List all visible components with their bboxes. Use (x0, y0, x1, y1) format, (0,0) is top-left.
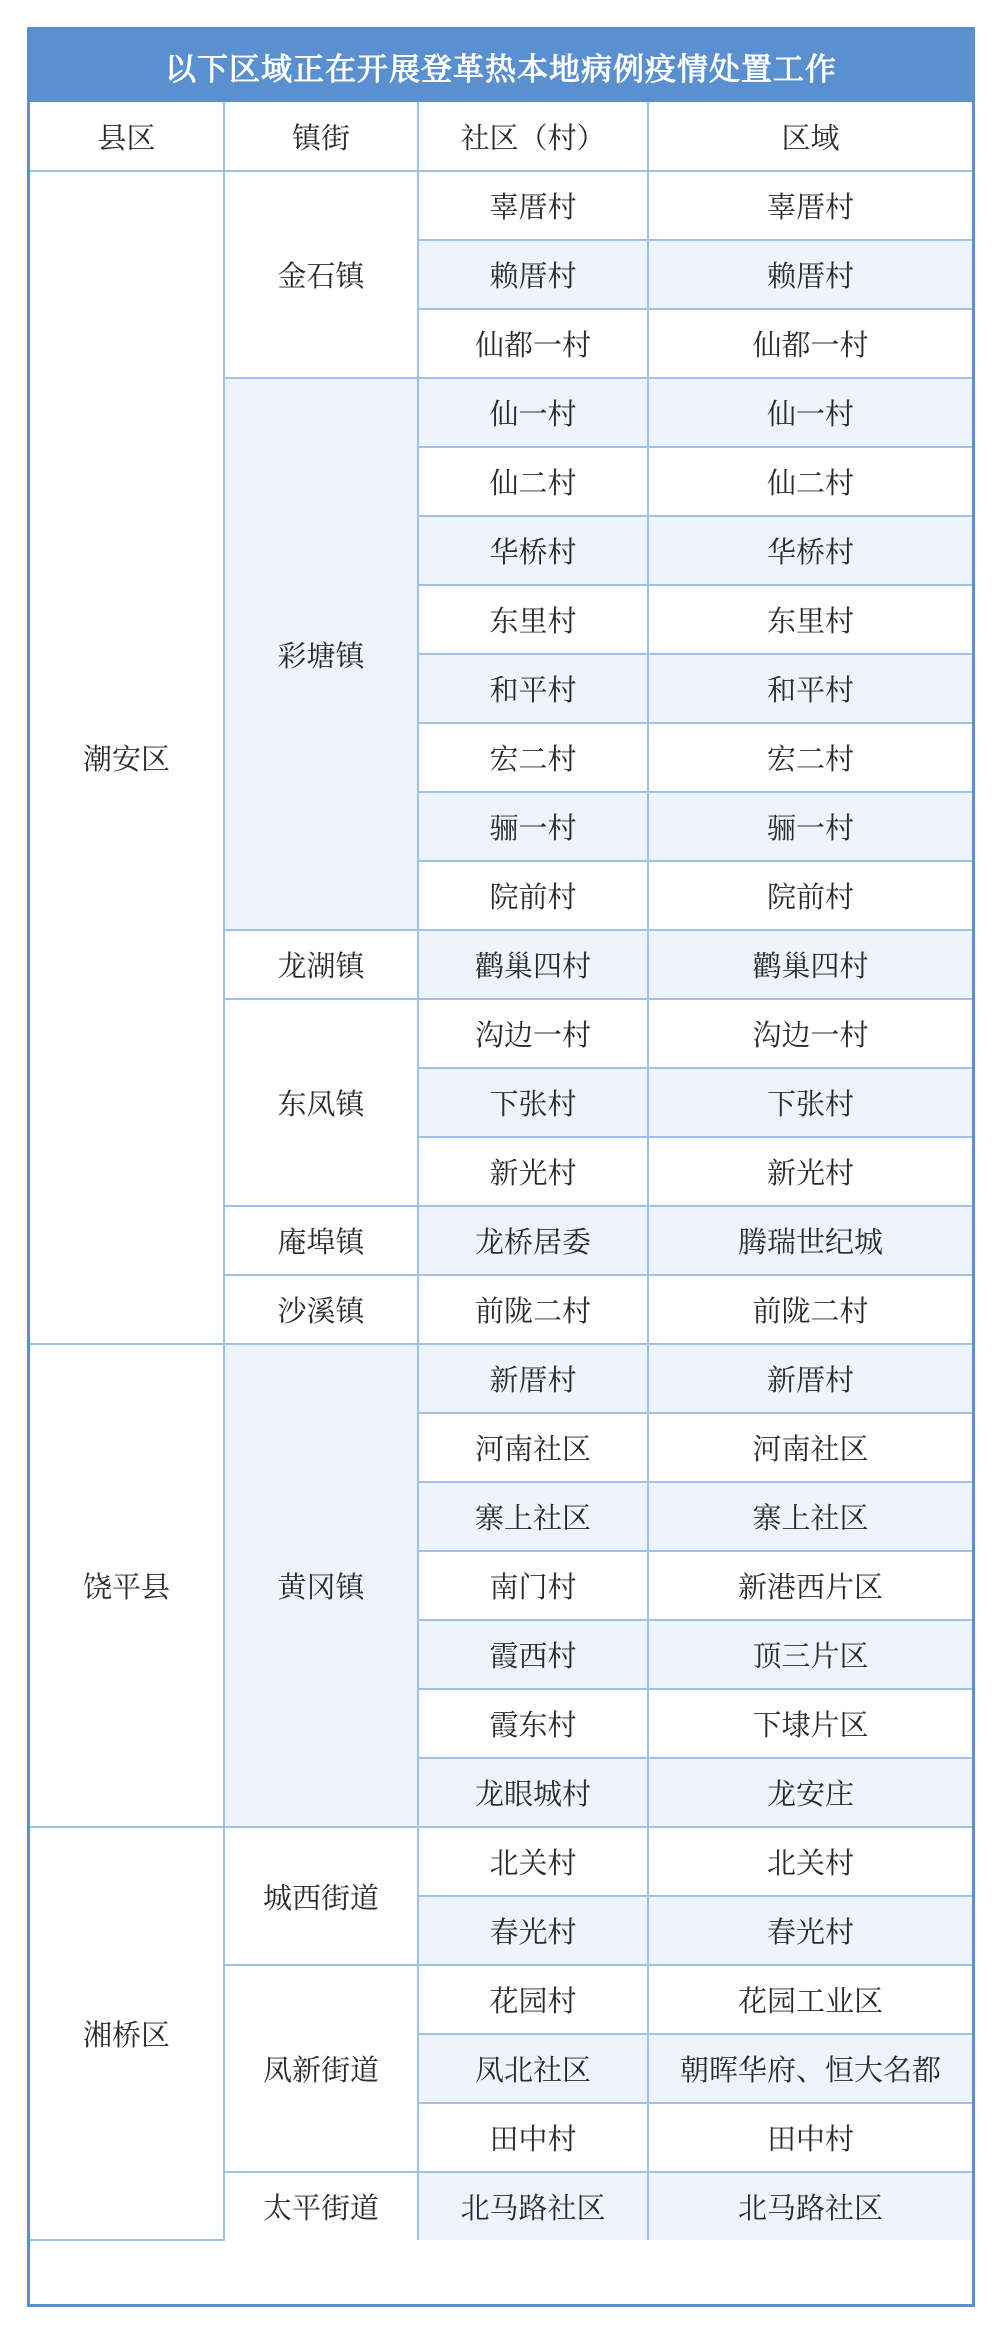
table-row (30, 1344, 972, 1413)
area-cell: 田中村 (648, 2103, 972, 2172)
community-cell: 和平村 (418, 654, 648, 723)
community-cell: 骊一村 (418, 792, 648, 861)
community-cell: 龙眼城村 (418, 1758, 648, 1827)
community-cell: 辜厝村 (418, 171, 648, 240)
community-cell: 下张村 (418, 1068, 648, 1137)
community-cell: 龙桥居委 (418, 1206, 648, 1275)
area-cell: 沟边一村 (648, 999, 972, 1068)
area-cell: 宏二村 (648, 723, 972, 792)
community-cell: 院前村 (418, 861, 648, 930)
table-row (30, 1827, 972, 1896)
town-cell: 沙溪镇 (224, 1275, 418, 1344)
community-cell: 凤北社区 (418, 2034, 648, 2103)
epidemic-area-table (27, 27, 975, 2307)
town-cell: 庵埠镇 (224, 1206, 418, 1275)
county-cell: 湘桥区 (30, 1827, 224, 2240)
table-row (30, 171, 972, 240)
community-cell: 田中村 (418, 2103, 648, 2172)
town-cell: 金石镇 (224, 171, 418, 378)
community-cell: 仙一村 (418, 378, 648, 447)
community-cell: 河南社区 (418, 1413, 648, 1482)
area-cell: 腾瑞世纪城 (648, 1206, 972, 1275)
community-cell: 花园村 (418, 1965, 648, 2034)
area-cell: 下埭片区 (648, 1689, 972, 1758)
area-cell: 院前村 (648, 861, 972, 930)
area-cell: 春光村 (648, 1896, 972, 1965)
community-cell: 赖厝村 (418, 240, 648, 309)
town-cell: 黄冈镇 (224, 1344, 418, 1827)
area-cell: 北马路社区 (648, 2172, 972, 2240)
town-cell: 凤新街道 (224, 1965, 418, 2172)
community-cell: 宏二村 (418, 723, 648, 792)
community-cell: 新厝村 (418, 1344, 648, 1413)
area-cell: 仙二村 (648, 447, 972, 516)
area-cell: 朝晖华府、恒大名都 (648, 2034, 972, 2103)
town-cell: 太平街道 (224, 2172, 418, 2240)
community-cell: 春光村 (418, 1896, 648, 1965)
area-cell: 前陇二村 (648, 1275, 972, 1344)
community-cell: 北马路社区 (418, 2172, 648, 2240)
community-cell: 寨上社区 (418, 1482, 648, 1551)
header-row (30, 102, 972, 171)
header-community: 社区（村） (418, 102, 648, 171)
area-cell: 新厝村 (648, 1344, 972, 1413)
area-cell: 新港西片区 (648, 1551, 972, 1620)
area-cell: 华桥村 (648, 516, 972, 585)
area-cell: 仙一村 (648, 378, 972, 447)
town-cell: 东凤镇 (224, 999, 418, 1206)
area-grid (30, 102, 972, 2241)
community-cell: 前陇二村 (418, 1275, 648, 1344)
area-cell: 龙安庄 (648, 1758, 972, 1827)
community-cell: 仙都一村 (418, 309, 648, 378)
area-cell: 鹳巢四村 (648, 930, 972, 999)
community-cell: 霞东村 (418, 1689, 648, 1758)
area-cell: 顶三片区 (648, 1620, 972, 1689)
community-cell: 华桥村 (418, 516, 648, 585)
header-county: 县区 (30, 102, 224, 171)
header-town: 镇街 (224, 102, 418, 171)
area-cell: 北关村 (648, 1827, 972, 1896)
community-cell: 北关村 (418, 1827, 648, 1896)
area-cell: 赖厝村 (648, 240, 972, 309)
community-cell: 仙二村 (418, 447, 648, 516)
area-cell: 寨上社区 (648, 1482, 972, 1551)
area-cell: 骊一村 (648, 792, 972, 861)
area-cell: 辜厝村 (648, 171, 972, 240)
community-cell: 新光村 (418, 1137, 648, 1206)
town-cell: 城西街道 (224, 1827, 418, 1965)
community-cell: 南门村 (418, 1551, 648, 1620)
community-cell: 鹳巢四村 (418, 930, 648, 999)
area-cell: 花园工业区 (648, 1965, 972, 2034)
area-cell: 东里村 (648, 585, 972, 654)
area-cell: 和平村 (648, 654, 972, 723)
header-area: 区域 (648, 102, 972, 171)
community-cell: 霞西村 (418, 1620, 648, 1689)
community-cell: 沟边一村 (418, 999, 648, 1068)
town-cell: 彩塘镇 (224, 378, 418, 930)
community-cell: 东里村 (418, 585, 648, 654)
area-cell: 仙都一村 (648, 309, 972, 378)
county-cell: 潮安区 (30, 171, 224, 1344)
county-cell: 饶平县 (30, 1344, 224, 1827)
table-title: 以下区域正在开展登革热本地病例疫情处置工作 (30, 30, 972, 102)
area-cell: 新光村 (648, 1137, 972, 1206)
area-cell: 下张村 (648, 1068, 972, 1137)
area-cell: 河南社区 (648, 1413, 972, 1482)
town-cell: 龙湖镇 (224, 930, 418, 999)
